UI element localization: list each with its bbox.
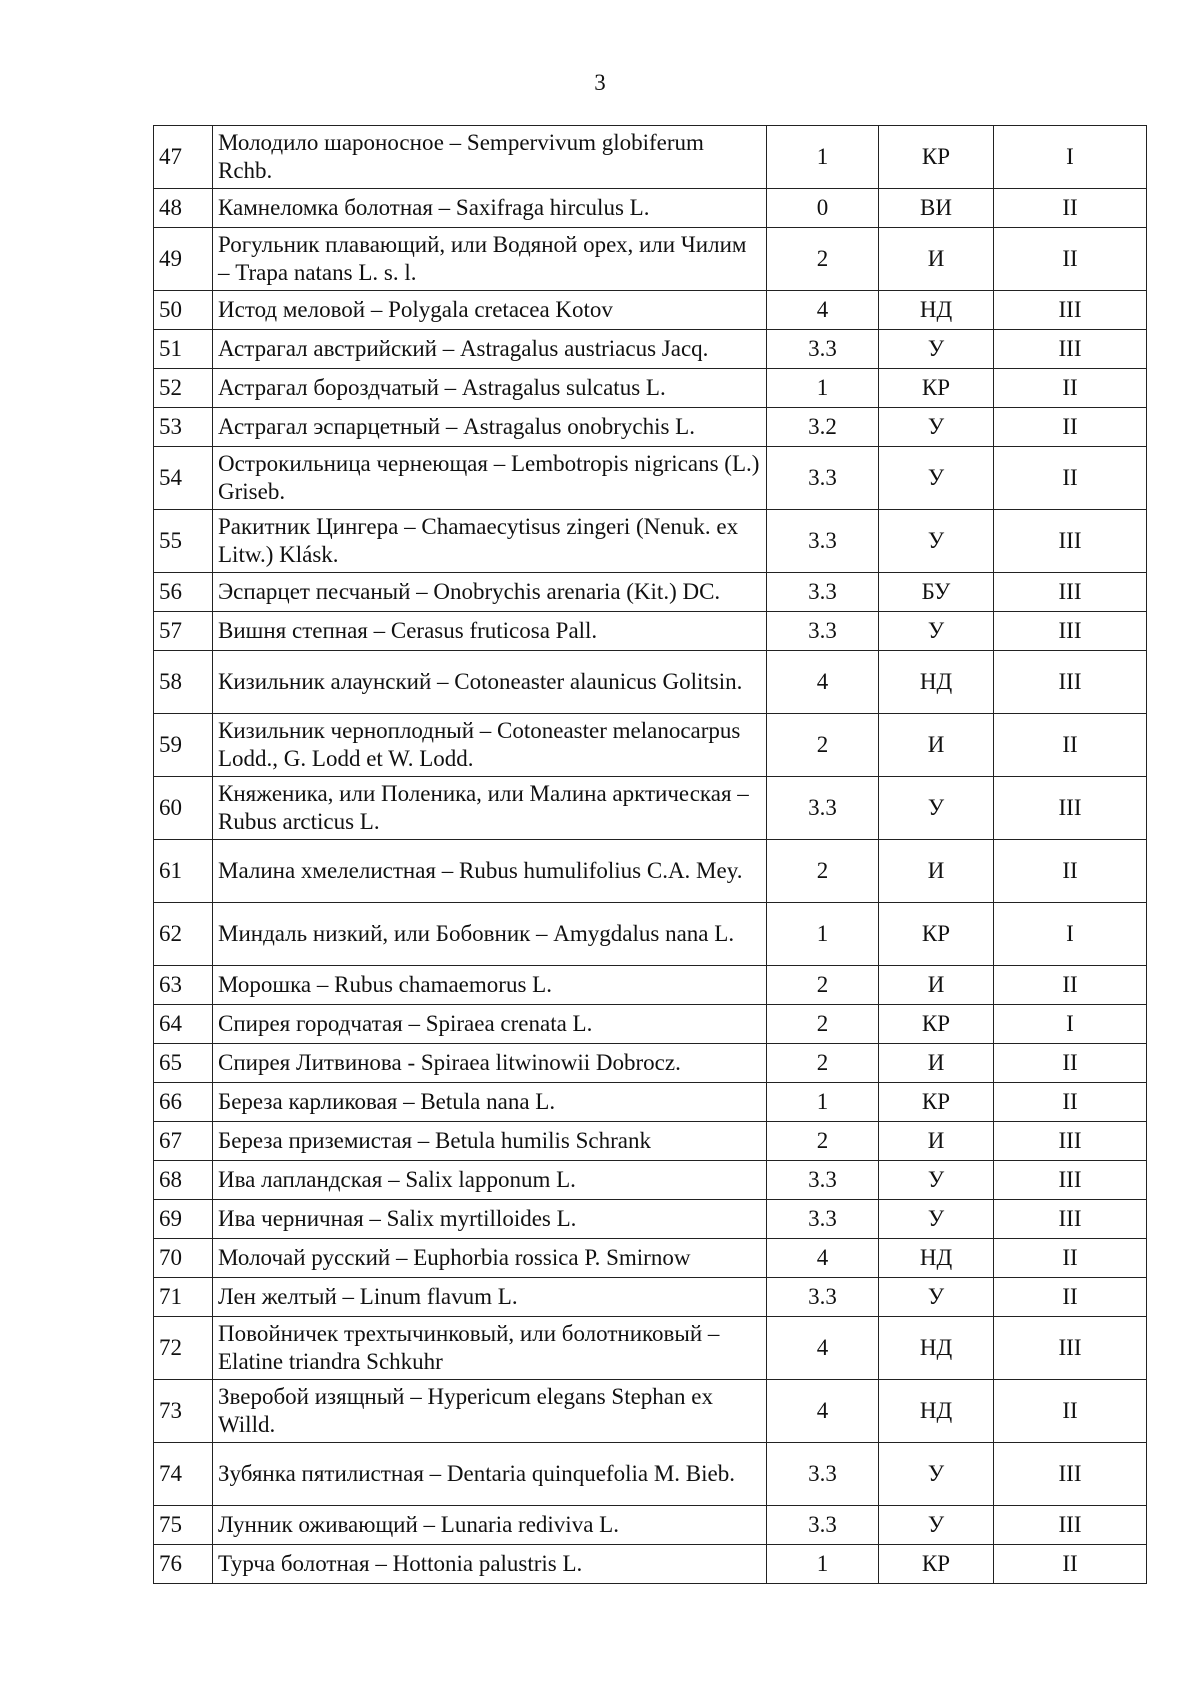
row-number-cell: 64 xyxy=(154,1005,213,1044)
table-row xyxy=(154,408,1147,447)
status-cell: НД xyxy=(879,291,994,330)
category-cell: 3.3 xyxy=(767,330,879,369)
species-name-cell: Вишня степная – Cerasus fruticosa Pall. xyxy=(213,612,767,651)
species-name-cell: Истод меловой – Polygala cretacea Kotov xyxy=(213,291,767,330)
status-cell: ВИ xyxy=(879,189,994,228)
category-cell: 1 xyxy=(767,903,879,966)
status-cell: И xyxy=(879,228,994,291)
priority-cell: III xyxy=(994,1200,1147,1239)
table-row xyxy=(154,510,1147,573)
table-row xyxy=(154,330,1147,369)
table-row xyxy=(154,1317,1147,1380)
priority-cell: II xyxy=(994,714,1147,777)
status-cell: КР xyxy=(879,1545,994,1584)
species-name-cell: Астрагал бороздчатый – Astragalus sulcatus L. xyxy=(213,369,767,408)
row-number-cell: 74 xyxy=(154,1443,213,1506)
table-row xyxy=(154,966,1147,1005)
row-number-cell: 71 xyxy=(154,1278,213,1317)
table-row xyxy=(154,1044,1147,1083)
status-cell: И xyxy=(879,1044,994,1083)
category-cell: 2 xyxy=(767,966,879,1005)
species-name-cell: Астрагал австрийский – Astragalus austriacus Jacq. xyxy=(213,330,767,369)
species-name-cell: Морошка – Rubus chamaemorus L. xyxy=(213,966,767,1005)
species-name-cell: Камнеломка болотная – Saxifraga hirculus L. xyxy=(213,189,767,228)
status-cell: У xyxy=(879,1443,994,1506)
status-cell: У xyxy=(879,510,994,573)
row-number-cell: 66 xyxy=(154,1083,213,1122)
status-cell: И xyxy=(879,1122,994,1161)
species-name-cell: Береза приземистая – Betula humilis Schrank xyxy=(213,1122,767,1161)
priority-cell: III xyxy=(994,612,1147,651)
table-row xyxy=(154,1122,1147,1161)
species-name-cell: Молочай русский – Euphorbia rossica P. Smirnow xyxy=(213,1239,767,1278)
species-name-cell: Лен желтый – Linum flavum L. xyxy=(213,1278,767,1317)
priority-cell: II xyxy=(994,1044,1147,1083)
status-cell: У xyxy=(879,408,994,447)
priority-cell: III xyxy=(994,651,1147,714)
page-number: 3 xyxy=(594,70,606,95)
status-cell: БУ xyxy=(879,573,994,612)
status-cell: НД xyxy=(879,1380,994,1443)
priority-cell: III xyxy=(994,1161,1147,1200)
status-cell: У xyxy=(879,1506,994,1545)
species-table xyxy=(153,125,1147,1584)
priority-cell: I xyxy=(994,1005,1147,1044)
priority-cell: III xyxy=(994,777,1147,840)
category-cell: 3.3 xyxy=(767,1278,879,1317)
row-number-cell: 70 xyxy=(154,1239,213,1278)
category-cell: 4 xyxy=(767,651,879,714)
status-cell: НД xyxy=(879,1317,994,1380)
category-cell: 3.3 xyxy=(767,573,879,612)
row-number-cell: 63 xyxy=(154,966,213,1005)
priority-cell: II xyxy=(994,447,1147,510)
row-number-cell: 60 xyxy=(154,777,213,840)
status-cell: У xyxy=(879,777,994,840)
category-cell: 1 xyxy=(767,126,879,189)
row-number-cell: 50 xyxy=(154,291,213,330)
row-number-cell: 72 xyxy=(154,1317,213,1380)
category-cell: 2 xyxy=(767,1122,879,1161)
row-number-cell: 51 xyxy=(154,330,213,369)
row-number-cell: 73 xyxy=(154,1380,213,1443)
status-cell: У xyxy=(879,612,994,651)
status-cell: И xyxy=(879,714,994,777)
status-cell: НД xyxy=(879,651,994,714)
species-name-cell: Зверобой изящный – Hypericum elegans Stephan ex Willd. xyxy=(213,1380,767,1443)
priority-cell: II xyxy=(994,408,1147,447)
table-row xyxy=(154,1083,1147,1122)
table-row xyxy=(154,126,1147,189)
table-row xyxy=(154,1200,1147,1239)
status-cell: КР xyxy=(879,126,994,189)
table-row xyxy=(154,1380,1147,1443)
table-row xyxy=(154,1506,1147,1545)
status-cell: У xyxy=(879,1200,994,1239)
category-cell: 2 xyxy=(767,1005,879,1044)
species-name-cell: Ракитник Цингера – Chamaecytisus zingeri (Nenuk. ex Litw.) Klásk. xyxy=(213,510,767,573)
category-cell: 1 xyxy=(767,1083,879,1122)
priority-cell: III xyxy=(994,330,1147,369)
row-number-cell: 48 xyxy=(154,189,213,228)
species-name-cell: Молодило шароносное – Sempervivum globiferum Rchb. xyxy=(213,126,767,189)
category-cell: 2 xyxy=(767,714,879,777)
category-cell: 2 xyxy=(767,840,879,903)
row-number-cell: 59 xyxy=(154,714,213,777)
table-row xyxy=(154,228,1147,291)
category-cell: 3.3 xyxy=(767,1161,879,1200)
priority-cell: III xyxy=(994,1506,1147,1545)
category-cell: 4 xyxy=(767,1239,879,1278)
category-cell: 3.3 xyxy=(767,447,879,510)
category-cell: 3.2 xyxy=(767,408,879,447)
table-row xyxy=(154,291,1147,330)
priority-cell: II xyxy=(994,228,1147,291)
status-cell: У xyxy=(879,330,994,369)
row-number-cell: 55 xyxy=(154,510,213,573)
category-cell: 1 xyxy=(767,1545,879,1584)
category-cell: 3.3 xyxy=(767,510,879,573)
priority-cell: I xyxy=(994,903,1147,966)
species-name-cell: Астрагал эспарцетный – Astragalus onobrychis L. xyxy=(213,408,767,447)
species-name-cell: Малина хмелелистная – Rubus humulifolius C.A. Mey. xyxy=(213,840,767,903)
priority-cell: II xyxy=(994,369,1147,408)
row-number-cell: 62 xyxy=(154,903,213,966)
status-cell: У xyxy=(879,1161,994,1200)
category-cell: 4 xyxy=(767,1380,879,1443)
priority-cell: II xyxy=(994,966,1147,1005)
row-number-cell: 69 xyxy=(154,1200,213,1239)
species-name-cell: Кизильник алаунский – Cotoneaster alaunicus Golitsin. xyxy=(213,651,767,714)
priority-cell: II xyxy=(994,189,1147,228)
table-row xyxy=(154,1005,1147,1044)
table-row xyxy=(154,1443,1147,1506)
status-cell: КР xyxy=(879,1005,994,1044)
priority-cell: III xyxy=(994,291,1147,330)
table-row xyxy=(154,1161,1147,1200)
category-cell: 3.3 xyxy=(767,1443,879,1506)
row-number-cell: 58 xyxy=(154,651,213,714)
status-cell: КР xyxy=(879,903,994,966)
status-cell: У xyxy=(879,1278,994,1317)
category-cell: 4 xyxy=(767,1317,879,1380)
priority-cell: III xyxy=(994,1122,1147,1161)
category-cell: 4 xyxy=(767,291,879,330)
row-number-cell: 56 xyxy=(154,573,213,612)
species-name-cell: Эспарцет песчаный – Onobrychis arenaria (Kit.) DC. xyxy=(213,573,767,612)
table-row xyxy=(154,777,1147,840)
table-row xyxy=(154,840,1147,903)
category-cell: 3.3 xyxy=(767,612,879,651)
table-row xyxy=(154,612,1147,651)
category-cell: 3.3 xyxy=(767,1200,879,1239)
status-cell: НД xyxy=(879,1239,994,1278)
category-cell: 0 xyxy=(767,189,879,228)
species-name-cell: Острокильница чернеющая – Lembotropis nigricans (L.) Griseb. xyxy=(213,447,767,510)
priority-cell: II xyxy=(994,1083,1147,1122)
priority-cell: III xyxy=(994,1443,1147,1506)
table-row xyxy=(154,714,1147,777)
status-cell: КР xyxy=(879,369,994,408)
table-row xyxy=(154,1239,1147,1278)
table-row xyxy=(154,573,1147,612)
table-row xyxy=(154,651,1147,714)
category-cell: 3.3 xyxy=(767,1506,879,1545)
category-cell: 2 xyxy=(767,228,879,291)
row-number-cell: 65 xyxy=(154,1044,213,1083)
species-name-cell: Турча болотная – Hottonia palustris L. xyxy=(213,1545,767,1584)
row-number-cell: 76 xyxy=(154,1545,213,1584)
priority-cell: II xyxy=(994,1545,1147,1584)
row-number-cell: 67 xyxy=(154,1122,213,1161)
table-row xyxy=(154,447,1147,510)
row-number-cell: 52 xyxy=(154,369,213,408)
category-cell: 2 xyxy=(767,1044,879,1083)
species-name-cell: Спирея городчатая – Spiraea crenata L. xyxy=(213,1005,767,1044)
row-number-cell: 75 xyxy=(154,1506,213,1545)
table-row xyxy=(154,1545,1147,1584)
row-number-cell: 47 xyxy=(154,126,213,189)
species-name-cell: Рогульник плавающий, или Водяной орех, или Чилим – Trapa natans L. s. l. xyxy=(213,228,767,291)
priority-cell: I xyxy=(994,126,1147,189)
table-row xyxy=(154,1278,1147,1317)
table-row xyxy=(154,369,1147,408)
category-cell: 3.3 xyxy=(767,777,879,840)
species-name-cell: Ива лапландская – Salix lapponum L. xyxy=(213,1161,767,1200)
priority-cell: II xyxy=(994,1239,1147,1278)
priority-cell: III xyxy=(994,510,1147,573)
row-number-cell: 57 xyxy=(154,612,213,651)
status-cell: КР xyxy=(879,1083,994,1122)
table-row xyxy=(154,903,1147,966)
species-name-cell: Береза карликовая – Betula nana L. xyxy=(213,1083,767,1122)
species-name-cell: Повойничек трехтычинковый, или болотниковый – Elatine triandra Schkuhr xyxy=(213,1317,767,1380)
status-cell: И xyxy=(879,840,994,903)
species-name-cell: Ива черничная – Salix myrtilloides L. xyxy=(213,1200,767,1239)
priority-cell: II xyxy=(994,1380,1147,1443)
row-number-cell: 61 xyxy=(154,840,213,903)
status-cell: У xyxy=(879,447,994,510)
species-name-cell: Лунник оживающий – Lunaria rediviva L. xyxy=(213,1506,767,1545)
species-name-cell: Кизильник черноплодный – Cotoneaster melanocarpus Lodd., G. Lodd et W. Lodd. xyxy=(213,714,767,777)
priority-cell: II xyxy=(994,1278,1147,1317)
species-name-cell: Миндаль низкий, или Бобовник – Amygdalus nana L. xyxy=(213,903,767,966)
species-name-cell: Спирея Литвинова - Spiraea litwinowii Dobrocz. xyxy=(213,1044,767,1083)
row-number-cell: 53 xyxy=(154,408,213,447)
priority-cell: III xyxy=(994,1317,1147,1380)
status-cell: И xyxy=(879,966,994,1005)
table-body xyxy=(154,126,1147,1584)
row-number-cell: 54 xyxy=(154,447,213,510)
priority-cell: II xyxy=(994,840,1147,903)
species-name-cell: Княженика, или Поленика, или Малина арктическая – Rubus arcticus L. xyxy=(213,777,767,840)
table-row xyxy=(154,189,1147,228)
category-cell: 1 xyxy=(767,369,879,408)
species-name-cell: Зубянка пятилистная – Dentaria quinquefolia M. Bieb. xyxy=(213,1443,767,1506)
row-number-cell: 68 xyxy=(154,1161,213,1200)
row-number-cell: 49 xyxy=(154,228,213,291)
priority-cell: III xyxy=(994,573,1147,612)
